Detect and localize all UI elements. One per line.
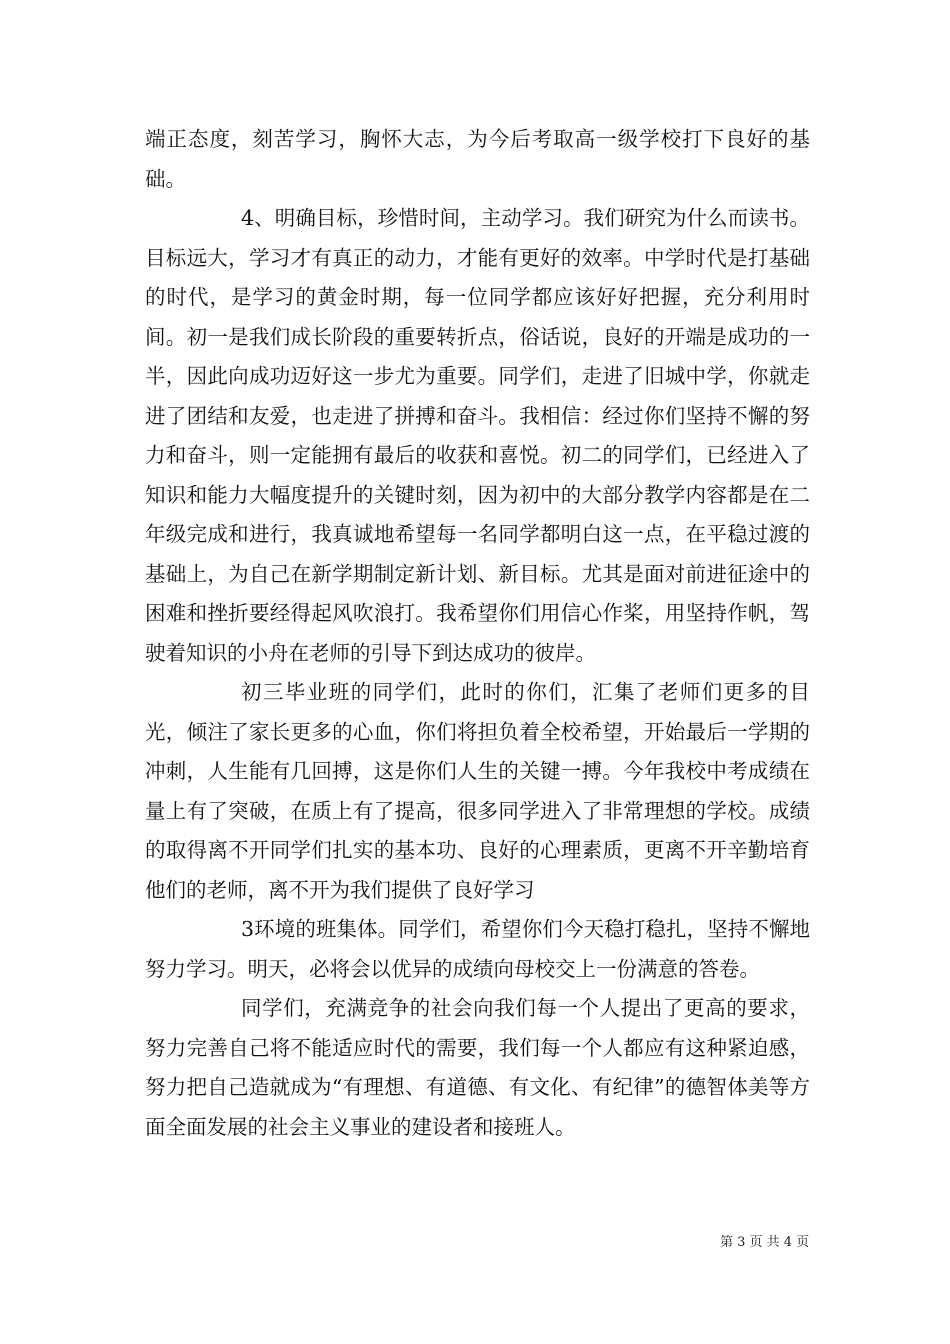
body-text: [145, 120, 810, 1147]
page-number-footer: 第 3 页 共 4 页: [720, 1235, 810, 1250]
paragraph-5: 同学们，充满竞争的社会向我们每一个人提出了更高的要求，努力完善自己将不能适应时代的需要，我们每一个人都应有这种紧迫感，努力把自己造就成为“有理想、有道德、有文化、有纪律”的德智体美等方面全面发展的社会主义事业的建设者和接班人。: [145, 996, 810, 1139]
paragraph-4: 3环境的班集体。同学们，希望你们今天稳打稳扎，坚持不懈地努力学习。明天，必将会以优异的成绩向母校交上一份满意的答卷。: [145, 917, 810, 981]
paragraph-1: 端正态度，刻苦学习，胸怀大志，为今后考取高一级学校打下良好的基础。: [145, 127, 810, 191]
paragraph-2: 4、明确目标，珍惜时间，主动学习。我们研究为什么而读书。目标远大，学习才有真正的动力，才能有更好的效率。中学时代是打基础的时代，是学习的黄金时期，每一位同学都应该好好把握，充分利用时间。初一是我们成长阶段的重要转折点，俗话说，良好的开端是成功的一半，因此向成功迈好这一步尤为重要。同学们，走进了旧城中学，你就走进了团结和友爱，也走进了拼搏和奋斗。我相信：经过你们坚持不懈的努力和奋斗，则一定能拥有最后的收获和喜悦。初二的同学们，已经进入了知识和能力大幅度提升的关键时刻，因为初中的大部分教学内容都是在二年级完成和进行，我真诚地希望每一名同学都明白这一点，在平稳过渡的基础上，为自己在新学期制定新计划、新目标。尤其是面对前进征途中的困难和挫折要经得起风吹浪打。我希望你们用信心作桨，用坚持作帆，驾驶着知识的小舟在老师的引导下到达成功的彼岸。: [145, 206, 810, 665]
paragraph-3: 初三毕业班的同学们，此时的你们，汇集了老师们更多的目光，倾注了家长更多的心血，你们将担负着全校希望，开始最后一学期的冲刺，人生能有几回搏，这是你们人生的关键一搏。今年我校中考成绩在量上有了突破，在质上有了提高，很多同学进入了非常理想的学校。成绩的取得离不开同学们扎实的基本功、良好的心理素质，更离不开辛勤培育他们的老师，离不开为我们提供了良好学习: [145, 680, 810, 902]
